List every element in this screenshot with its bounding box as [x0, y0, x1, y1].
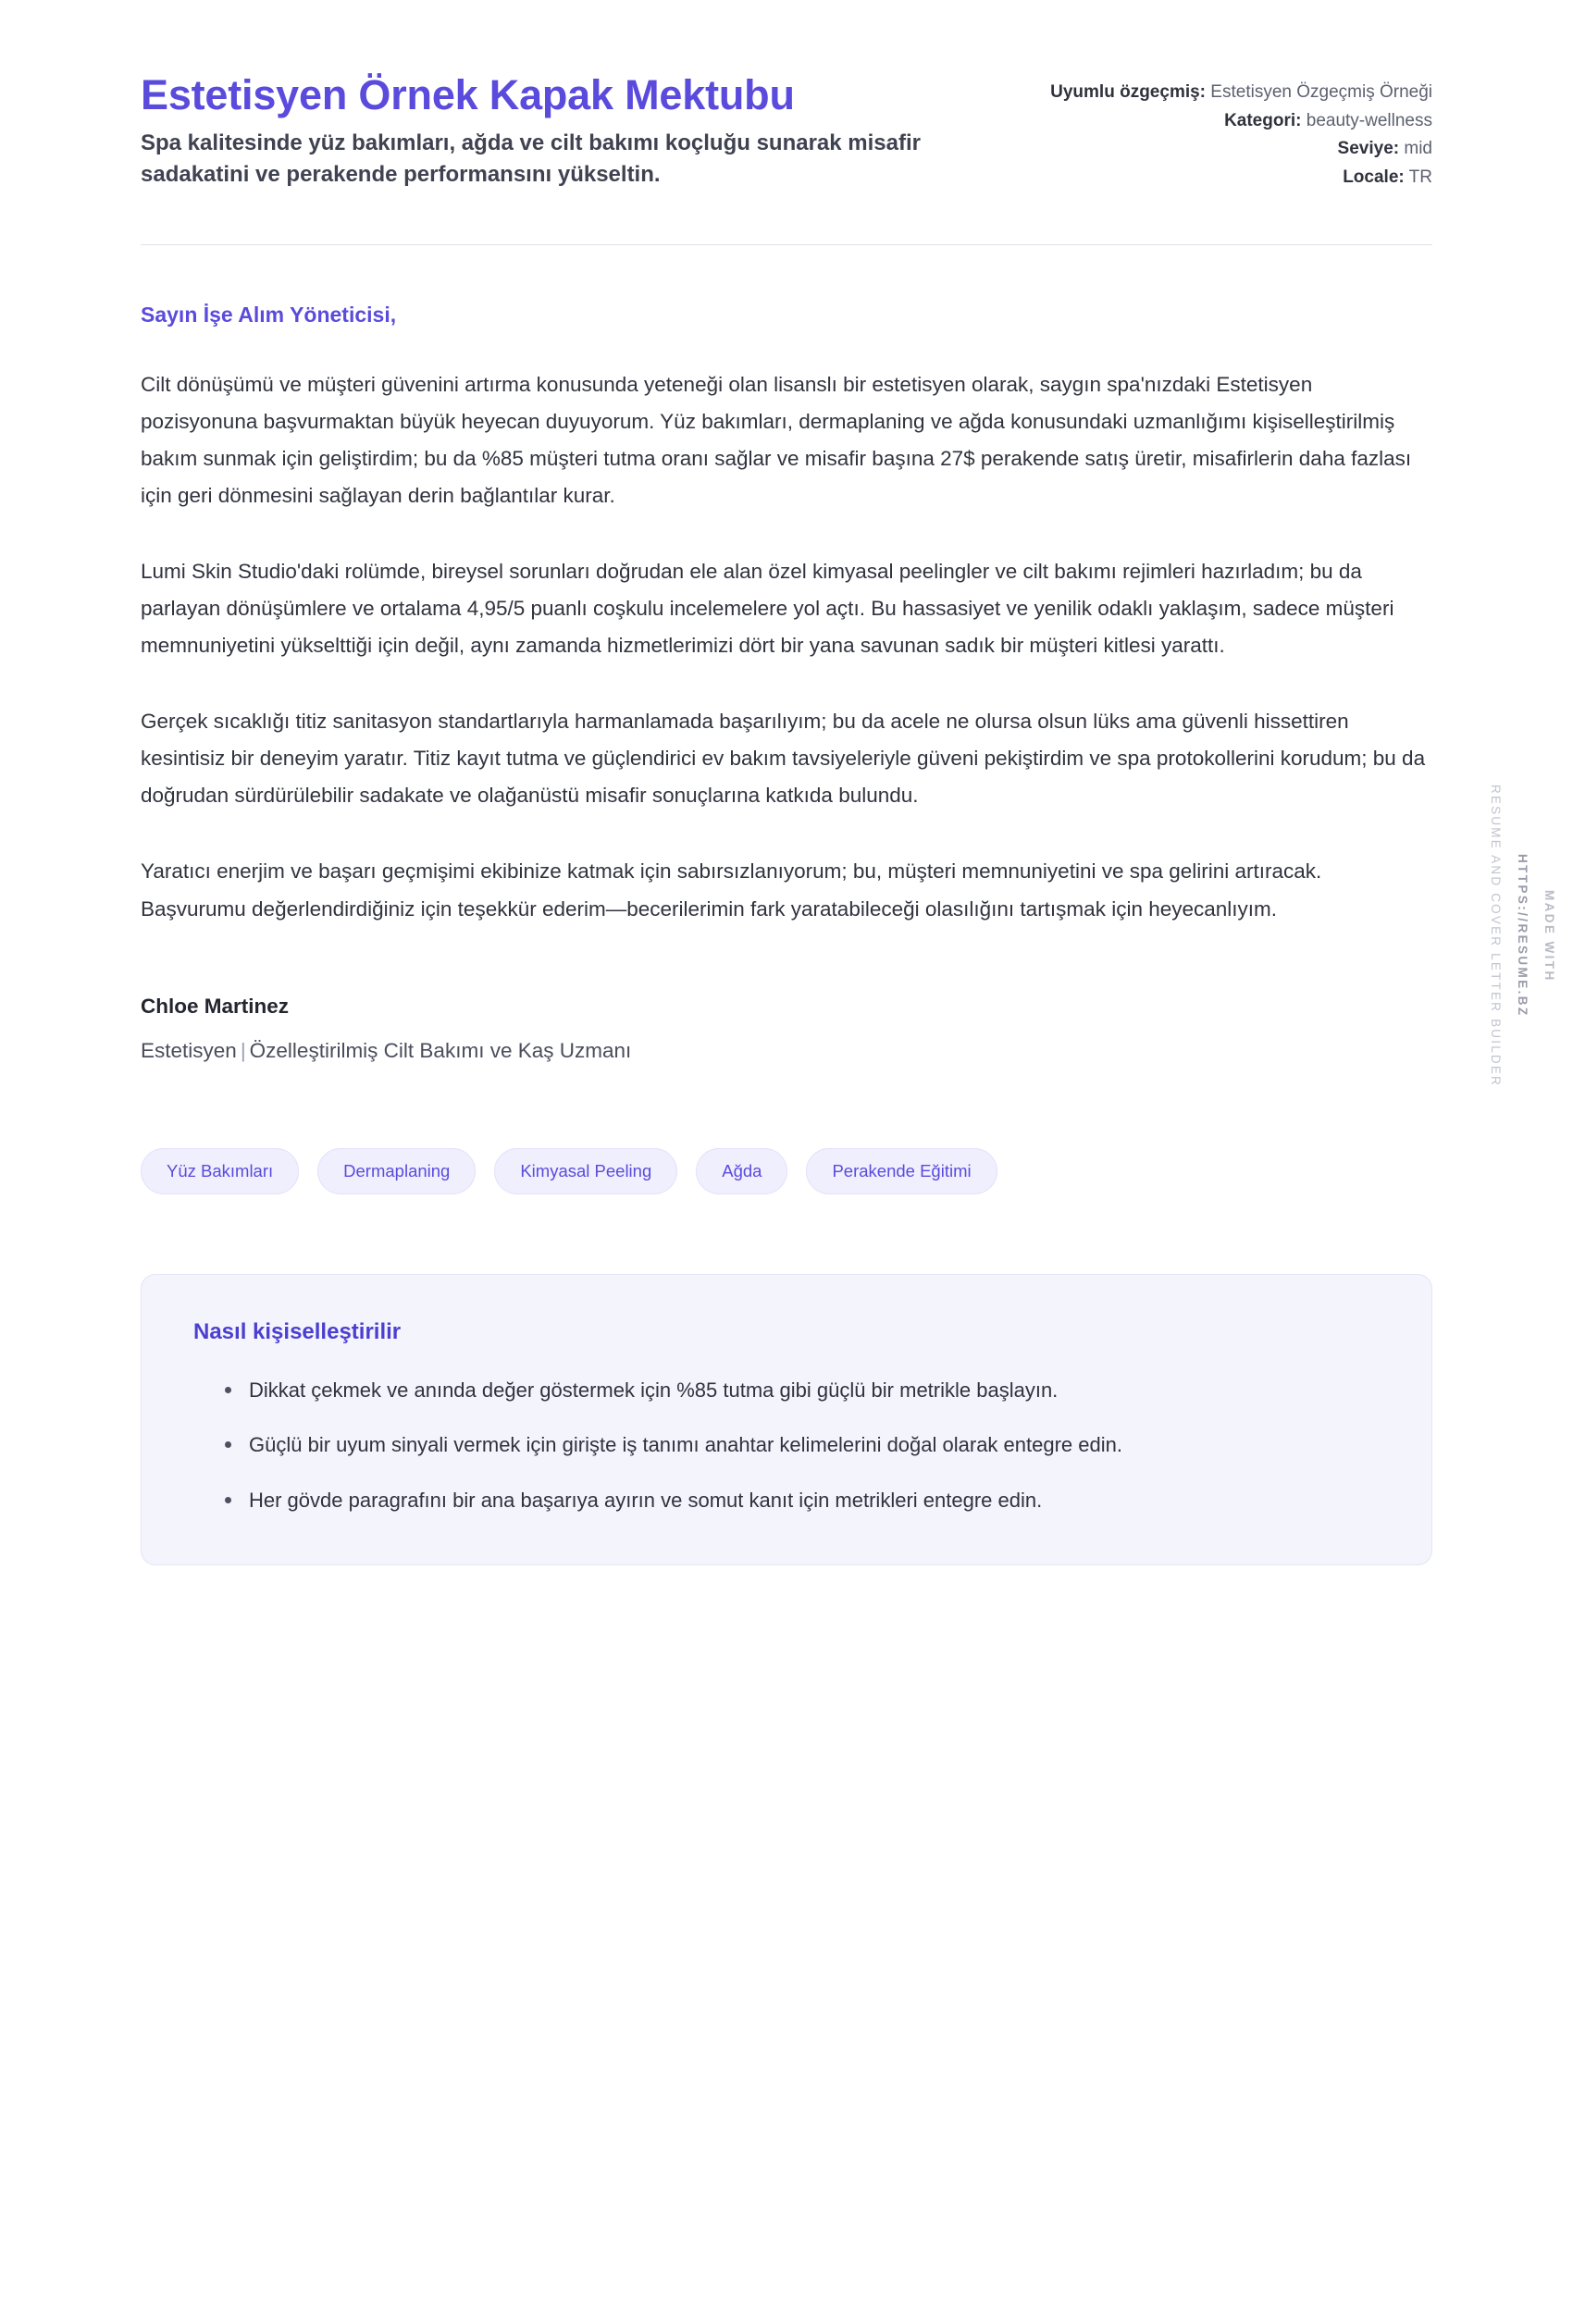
signature-role-secondary: Özelleştirilmiş Cilt Bakımı ve Kaş Uzmanı: [249, 1038, 632, 1062]
side-watermark: [1489, 785, 1556, 1088]
header-metadata: [1050, 72, 1432, 192]
meta-label-level: Seviye:: [1337, 139, 1400, 158]
signature-role-separator: |: [240, 1038, 246, 1062]
meta-row-locale: [1050, 165, 1432, 192]
letter-paragraph: Cilt dönüşümü ve müşteri güvenini artırma konusunda yeteneği olan lisanslı bir estetisyen olarak, saygın spa'nızdaki Estetisyen pozisyonuna başvurmaktan büyük heyecan duyuyorum. Yüz bakımları, dermaplaning ve ağda konusundaki uzmanlığımı kişiselleştirilmiş bakım sunmak için geliştirdim; bu da %85 müşteri tutma oranı sağlar ve misafir başına 27$ perakende satış üretir, misafirlerin daha fazlası için geri dönmesini sağlayan derin bağlantılar kurar.: [141, 373, 1412, 508]
letter-paragraph: Yaratıcı enerjim ve başarı geçmişimi ekibinize katmak için sabırsızlanıyorum; bu, müşteri memnuniyetini ve spa gelirini artıracak. Başvurumu değerlendirdiğiniz için teşekkür ederim—becerilerimin fark yaratabileceği olasılığını tartışmak için heyecanlıyım.: [141, 859, 1322, 921]
list-item: Her gövde paragrafını bir ana başarıya ayırın ve somut kanıt için metrikleri entegre edin.: [221, 1483, 1380, 1518]
page-subtitle: Spa kalitesinde yüz bakımları, ağda ve cilt bakımı koçluğu sunarak misafir sadakatini ve perakende performansını yükseltin.: [141, 130, 921, 188]
customization-callout: [141, 1274, 1432, 1565]
meta-label-category: Kategori:: [1224, 110, 1302, 130]
skill-tag[interactable]: Kimyasal Peeling: [494, 1148, 677, 1194]
callout-title: Nasıl kişiselleştirilir: [193, 1318, 402, 1344]
page-title: Estetisyen Örnek Kapak Mektubu: [141, 71, 795, 118]
signature-role-primary: Estetisyen: [141, 1038, 237, 1062]
list-item: Dikkat çekmek ve anında değer göstermek için %85 tutma gibi güçlü bir metrikle başlayın.: [221, 1373, 1380, 1408]
skill-tag[interactable]: Yüz Bakımları: [141, 1148, 299, 1194]
meta-value-level: mid: [1404, 139, 1432, 158]
meta-label-resume: Uyumlu özgeçmiş:: [1050, 82, 1207, 102]
watermark-tagline: RESUME AND COVER LETTER BUILDER: [1489, 785, 1503, 1088]
header-left: [141, 72, 1013, 192]
skill-tag-list: [141, 1148, 1432, 1194]
watermark-link[interactable]: HTTPS://RESUME.BZ: [1516, 854, 1530, 1018]
callout-list: [193, 1373, 1380, 1518]
meta-row-resume: [1050, 80, 1432, 106]
skill-tag[interactable]: Perakende Eğitimi: [806, 1148, 997, 1194]
document-header: [141, 72, 1432, 192]
watermark-prefix: MADE WITH: [1542, 889, 1556, 983]
meta-value-category: beauty-wellness: [1306, 110, 1432, 130]
meta-label-locale: Locale:: [1343, 167, 1405, 187]
skill-tag[interactable]: Dermaplaning: [317, 1148, 476, 1194]
letter-paragraph: Lumi Skin Studio'daki rolümde, bireysel sorunları doğrudan ele alan özel kimyasal peelingler ve cilt bakımı rejimleri hazırladım; bu da parlayan dönüşümlere ve ortalama 4,95/5 puanlı coşkulu incelemelere yol açtı. Bu hassasiyet ve yenilik odaklı yaklaşım, sadece müşteri memnuniyetini yükselttiği için değil, aynı zamanda hizmetlerimizi dört bir yana savunan sadık bir müşteri kitlesi yarattı.: [141, 560, 1394, 658]
list-item: Güçlü bir uyum sinyali vermek için girişte iş tanımı anahtar kelimelerini doğal olarak entegre edin.: [221, 1428, 1380, 1463]
letter-paragraph: Gerçek sıcaklığı titiz sanitasyon standartlarıyla harmanlamada başarılıyım; bu da acele ne olursa olsun lüks ama güvenli hissettiren kesintisiz bir deneyim yaratır. Titiz kayıt tutma ve güçlendirici ev bakım tavsiyeleriyle güveni pekiştirdim ve spa protokollerini korudum; bu da doğrudan sürdürülebilir sadakate ve olağanüstü misafir sonuçlarına katkıda bulundu.: [141, 710, 1426, 808]
meta-value-resume: Estetisyen Özgeçmiş Örneği: [1210, 82, 1432, 102]
meta-value-locale: TR: [1408, 167, 1432, 187]
letter-salutation: Sayın İşe Alım Yöneticisi,: [141, 303, 397, 327]
signature-role: [141, 1039, 1432, 1063]
meta-row-level: [1050, 136, 1432, 163]
cover-letter-body: [141, 245, 1432, 1063]
meta-row-category: [1050, 108, 1432, 135]
signature-name: Chloe Martinez: [141, 994, 290, 1018]
skill-tag[interactable]: Ağda: [696, 1148, 787, 1194]
